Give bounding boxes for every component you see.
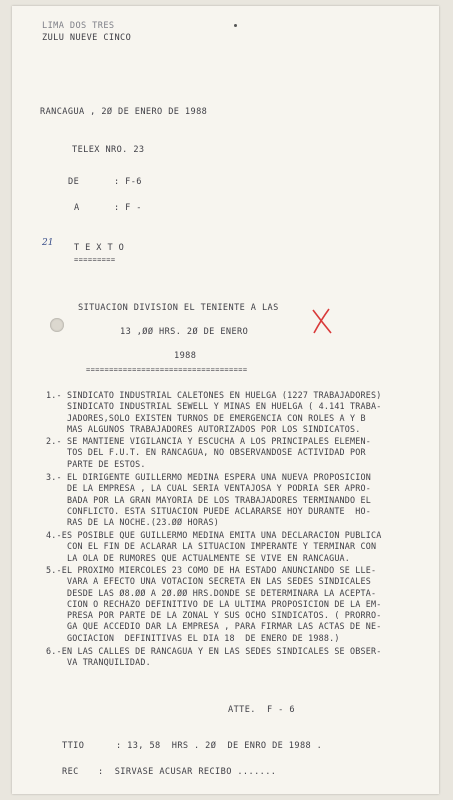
item-4-line: 4.-ES POSIBLE QUE GUILLERMO MEDINA EMITA UNA DECLARACION PUBLICA <box>46 530 382 540</box>
item-6 <box>46 646 426 669</box>
from-value: : F-6 <box>114 177 142 187</box>
item-2-line: 2.- SE MANTIENE VIGILANCIA Y ESCUCHA A LOS PRINCIPALES ELEMEN- <box>46 436 372 446</box>
telex-number: TELEX NRO. 23 <box>72 145 145 155</box>
signature-atte: ATTE. F - 6 <box>228 705 295 715</box>
to-value: : F - <box>114 203 142 213</box>
handwritten-note: 21 <box>42 238 54 248</box>
texto-title: T E X T O <box>74 243 125 253</box>
rec-label: REC <box>62 767 79 777</box>
item-2-line: PARTE DE ESTOS. <box>46 458 146 469</box>
item-4 <box>46 530 426 564</box>
item-3-line: DE LA EMPRESA , LA CUAL SERIA VENTAJOSA Y PODRIA SER APRO- <box>46 483 372 494</box>
item-1-line: SINDICATO INDUSTRIAL SEWELL Y MINAS EN HUELGA ( 4.141 TRABA- <box>46 401 382 412</box>
subject-line-1: SITUACION DIVISION EL TENIENTE A LAS <box>78 303 279 313</box>
rec-value: : SIRVASE ACUSAR RECIBO ....... <box>98 767 277 777</box>
item-5 <box>46 565 426 644</box>
texto-underline: ========= <box>74 256 116 264</box>
item-4-line: CON EL FIN DE ACLARAR LA SITUACION IMPERANTE Y TERMINAR CON <box>46 541 377 552</box>
subject-line-2: 13 ,ØØ HRS. 2Ø DE ENERO <box>120 327 249 337</box>
item-6-line: 6.-EN LAS CALLES DE RANCAGUA Y EN LAS SEDES SINDICALES SE OBSER- <box>46 646 382 656</box>
telex-page <box>12 6 439 794</box>
item-5-line: DESDE LAS Ø8.ØØ A 2Ø.ØØ HRS.DONDE SE DETERMINARA LA ACEPTA- <box>46 587 377 598</box>
item-5-line: VARA A EFECTO UNA VOTACION SECRETA EN LAS SEDES SINDICALES <box>46 576 372 587</box>
subject-rule: =================================== <box>86 366 248 374</box>
item-1-line: 1.- SINDICATO INDUSTRIAL CALETONES EN HUELGA (1227 TRABAJADORES) <box>46 390 382 400</box>
item-5-line: GA QUE ACCEDIO DAR LA EMPRESA , PARA FIRMAR LAS ACTAS DE NE- <box>46 621 382 632</box>
from-label: DE <box>68 177 80 187</box>
item-1-line: JADORES,SOLO EXISTEN TURNOS DE EMERGENCIA CON ROLES A Y B <box>46 412 366 423</box>
item-4-line: LA OLA DE RUMORES QUE ACTUALMENTE SE VIVE EN RANCAGUA. <box>46 552 351 563</box>
ttio-label: TTIO <box>62 741 85 751</box>
item-1 <box>46 390 426 435</box>
item-2 <box>46 436 426 470</box>
header-line-1: LIMA DOS TRES <box>42 21 115 31</box>
item-3 <box>46 472 426 528</box>
punch-hole <box>50 318 64 332</box>
item-2-line: TOS DEL F.U.T. EN RANCAGUA, NO OBSERVANDOSE ACTIVIDAD POR <box>46 447 366 458</box>
item-3-line: 3.- EL DIRIGENTE GUILLERMO MEDINA ESPERA UNA NUEVA PROPOSICION <box>46 472 372 482</box>
item-3-line: CONFLICTO. ESTA SITUACION PUEDE ACLARARSE HOY DURANTE HO- <box>46 505 372 516</box>
item-1-line: MAS ALGUNOS TRABAJADORES AUTORIZADOS POR LOS SINDICATOS. <box>46 423 361 434</box>
header-line-2: ZULU NUEVE CINCO <box>42 33 132 43</box>
item-5-line: PRESA POR PARTE DE LA ZONAL Y SUS OCHO SINDICATOS. ( PRORRO- <box>46 610 382 621</box>
place-date: RANCAGUA , 2Ø DE ENERO DE 1988 <box>40 107 208 117</box>
item-3-line: RAS DE LA NOCHE.(23.ØØ HORAS) <box>46 517 219 528</box>
red-x-mark <box>310 306 334 336</box>
page-mark <box>234 24 237 27</box>
item-5-line: GOCIACION DEFINITIVAS EL DIA 18 DE ENERO DE 1988.) <box>46 632 340 643</box>
to-label: A <box>74 203 80 213</box>
item-5-line: CION O RECHAZO DEFINITIVO DE LA ULTIMA PROPOSICION DE LA EM- <box>46 598 382 609</box>
item-6-line: VA TRANQUILIDAD. <box>46 657 151 668</box>
item-3-line: BADA POR LA GRAN MAYORIA DE LOS TRABAJADORES TERMINANDO EL <box>46 494 372 505</box>
item-5-line: 5.-EL PROXIMO MIERCOLES 23 COMO DE HA ESTADO ANUNCIANDO SE LLE- <box>46 565 377 575</box>
ttio-value: : 13, 58 HRS . 2Ø DE ENRO DE 1988 . <box>116 741 323 751</box>
subject-line-3: 1988 <box>174 351 197 361</box>
